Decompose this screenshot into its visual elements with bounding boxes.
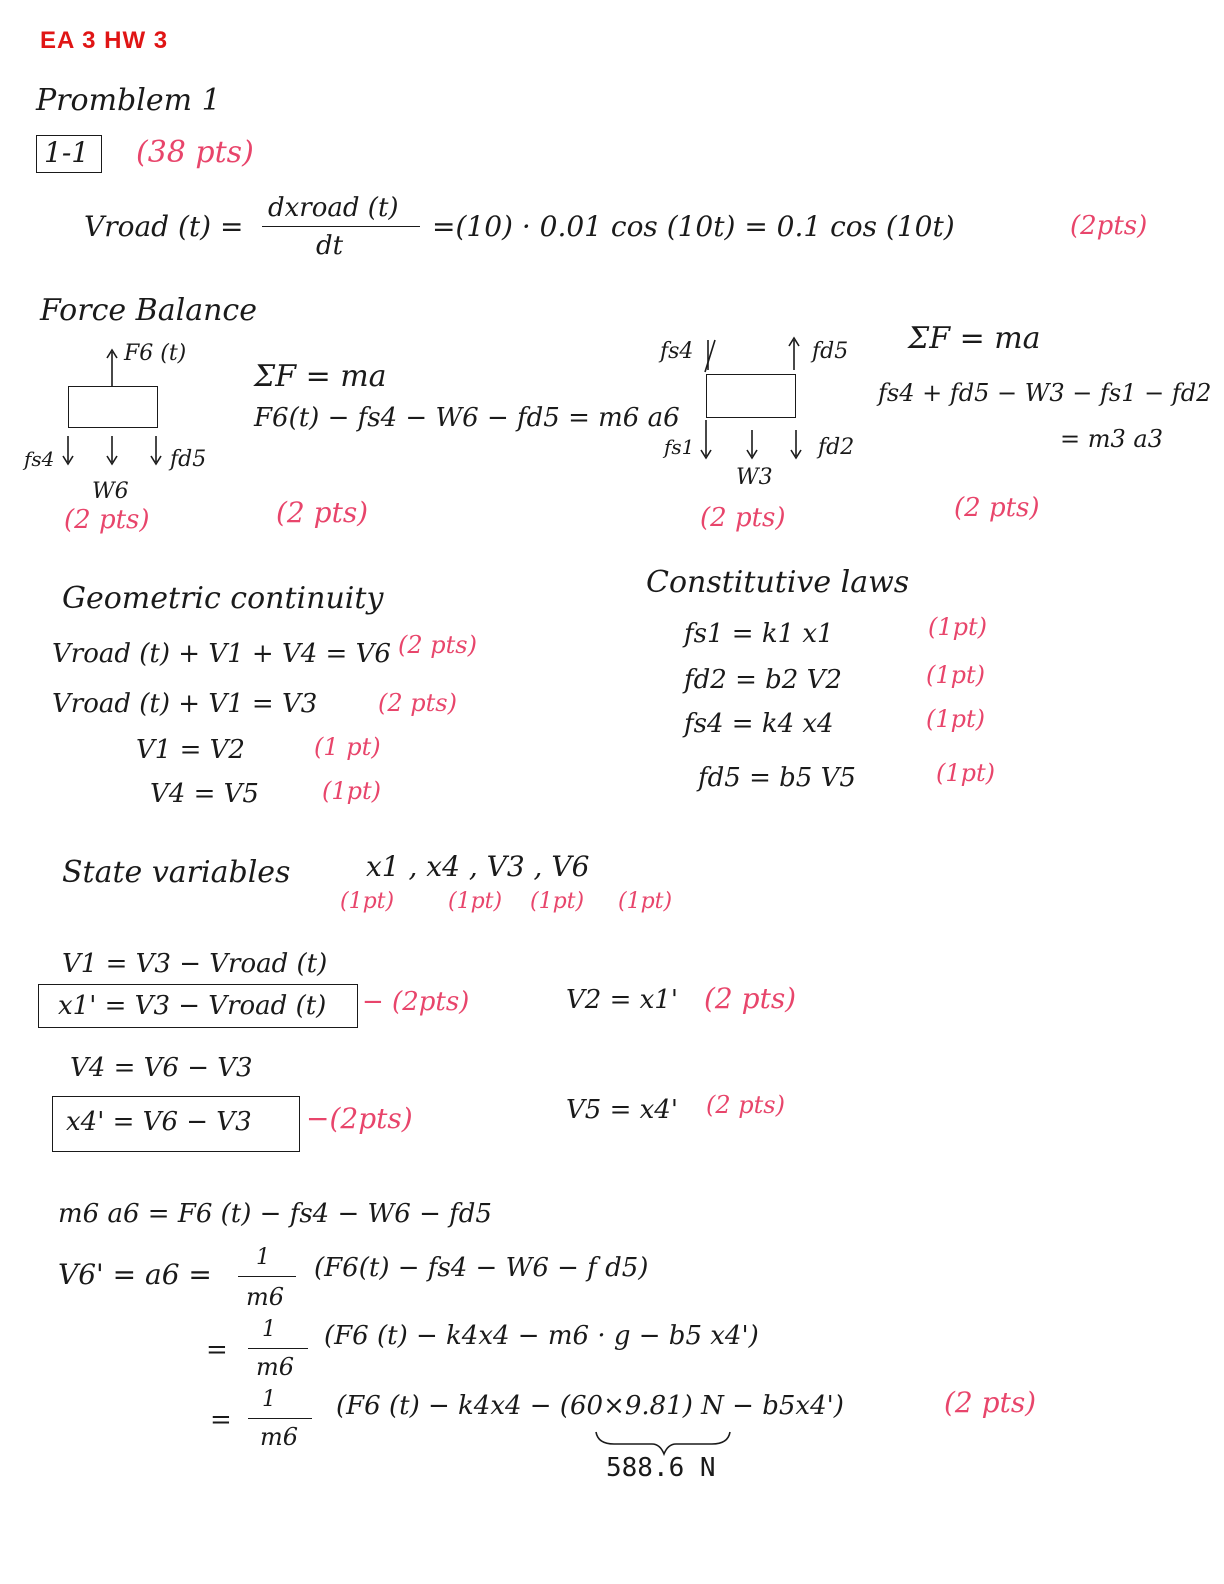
left-force-equation: F6(t) − fs4 − W6 − fd5 = m6 a6 bbox=[254, 403, 680, 433]
constitutive-pts-1: (1pt) bbox=[928, 613, 988, 641]
state-pts-4: (1pt) bbox=[618, 889, 673, 914]
vroad-denominator: dt bbox=[316, 231, 344, 261]
x4-derivative: x4' = V6 − V3 bbox=[66, 1107, 252, 1137]
final-line-2-lhs: V6' = a6 = bbox=[58, 1258, 212, 1291]
vroad-rhs: =(10) · 0.01 cos (10t) = 0.1 cos (10t) bbox=[432, 210, 955, 243]
constitutive-eq-2: fd2 = b2 V2 bbox=[684, 665, 842, 695]
constitutive-heading: Constitutive laws bbox=[646, 565, 910, 600]
final-frac-one-2: 1 bbox=[262, 1317, 276, 1342]
final-frac-one-1: 1 bbox=[256, 1245, 270, 1270]
right-sum-f: ΣF = ma bbox=[908, 321, 1041, 356]
final-eq-sign-4: = bbox=[210, 1405, 232, 1435]
state-heading: State variables bbox=[62, 855, 291, 890]
state-pts-3: (1pt) bbox=[530, 889, 585, 914]
force-balance-heading: Force Balance bbox=[40, 293, 257, 328]
problem-heading: Promblem 1 bbox=[36, 83, 221, 118]
page-title: EA 3 HW 3 bbox=[40, 27, 169, 54]
f6-label: F6 (t) bbox=[124, 341, 187, 366]
v2-points: (2 pts) bbox=[704, 982, 797, 1015]
final-frac-bar-1 bbox=[238, 1276, 296, 1277]
underbrace-value: 588.6 N bbox=[606, 1453, 716, 1483]
x1-derivative-points: − (2pts) bbox=[362, 987, 470, 1017]
left-diagram-points: (2 pts) bbox=[64, 505, 150, 535]
x4-derivative-points: −(2pts) bbox=[306, 1102, 413, 1135]
left-sum-f: ΣF = ma bbox=[254, 359, 387, 394]
fs4-label-left: fs4 bbox=[24, 447, 55, 471]
state-pts-2: (1pt) bbox=[448, 889, 503, 914]
fd2-label: fd2 bbox=[818, 435, 855, 460]
state-pts-1: (1pt) bbox=[340, 889, 395, 914]
left-eq-points: (2 pts) bbox=[276, 496, 369, 529]
v5-points: (2 pts) bbox=[706, 1091, 785, 1119]
w3-label: W3 bbox=[736, 465, 773, 490]
final-frac-bar-2 bbox=[248, 1348, 308, 1349]
geometric-eq-2: Vroad (t) + V1 = V3 bbox=[52, 689, 318, 719]
right-force-equation-rhs: = m3 a3 bbox=[1060, 425, 1163, 453]
final-frac-one-3: 1 bbox=[262, 1387, 276, 1412]
constitutive-eq-3: fs4 = k4 x4 bbox=[684, 709, 834, 739]
geometric-heading: Geometric continuity bbox=[62, 581, 384, 616]
vroad-numerator: dxroad (t) bbox=[268, 193, 399, 223]
right-force-equation: fs4 + fd5 − W3 − fs1 − fd2 bbox=[878, 379, 1212, 407]
constitutive-pts-2: (1pt) bbox=[926, 661, 986, 689]
geometric-eq-3: V1 = V2 bbox=[136, 735, 245, 765]
geometric-pts-2: (2 pts) bbox=[378, 689, 457, 717]
part-points: (38 pts) bbox=[136, 135, 254, 170]
final-line-1: m6 a6 = F6 (t) − fs4 − W6 − fd5 bbox=[58, 1199, 492, 1229]
fd5-label-left: fd5 bbox=[170, 447, 207, 472]
state-vars: x1 , x4 , V3 , V6 bbox=[366, 850, 590, 883]
x1-derivative: x1' = V3 − Vroad (t) bbox=[58, 991, 327, 1021]
v2-equation: V2 = x1' bbox=[566, 985, 678, 1015]
right-eq-points: (2 pts) bbox=[954, 493, 1040, 523]
fd5-label-right: fd5 bbox=[812, 339, 849, 364]
v1-equation: V1 = V3 − Vroad (t) bbox=[62, 949, 328, 979]
geometric-pts-3: (1 pt) bbox=[314, 733, 381, 761]
geometric-pts-1: (2 pts) bbox=[398, 631, 477, 659]
v5-equation: V5 = x4' bbox=[566, 1095, 678, 1125]
mass3-block bbox=[706, 374, 796, 418]
geometric-pts-4: (1pt) bbox=[322, 777, 382, 805]
final-eq-sign-3: = bbox=[206, 1335, 228, 1365]
vroad-lhs: Vroad (t) = bbox=[84, 210, 244, 243]
vroad-points: (2pts) bbox=[1070, 211, 1148, 241]
fs4-label-right: fs4 bbox=[660, 339, 694, 364]
final-line-4-points: (2 pts) bbox=[944, 1386, 1037, 1419]
constitutive-pts-4: (1pt) bbox=[936, 759, 996, 787]
constitutive-eq-4: fd5 = b5 V5 bbox=[698, 763, 856, 793]
final-frac-m6-3: m6 bbox=[260, 1423, 299, 1451]
final-line-2-rhs: (F6(t) − fs4 − W6 − f d5) bbox=[314, 1253, 649, 1283]
final-frac-bar-3 bbox=[248, 1418, 312, 1419]
right-diagram-points: (2 pts) bbox=[700, 503, 786, 533]
w6-label: W6 bbox=[92, 479, 129, 504]
fs1-label: fs1 bbox=[664, 435, 695, 459]
constitutive-pts-3: (1pt) bbox=[926, 705, 986, 733]
final-frac-m6-1: m6 bbox=[246, 1283, 285, 1311]
final-line-3: (F6 (t) − k4x4 − m6 · g − b5 x4') bbox=[324, 1321, 759, 1351]
v4-equation: V4 = V6 − V3 bbox=[70, 1053, 253, 1083]
geometric-eq-1: Vroad (t) + V1 + V4 = V6 bbox=[52, 639, 391, 669]
geometric-eq-4: V4 = V5 bbox=[150, 779, 259, 809]
constitutive-eq-1: fs1 = k1 x1 bbox=[684, 619, 834, 649]
part-label: 1-1 bbox=[44, 136, 90, 169]
final-frac-m6-2: m6 bbox=[256, 1353, 295, 1381]
final-line-4: (F6 (t) − k4x4 − (60×9.81) N − b5x4') bbox=[336, 1391, 844, 1421]
